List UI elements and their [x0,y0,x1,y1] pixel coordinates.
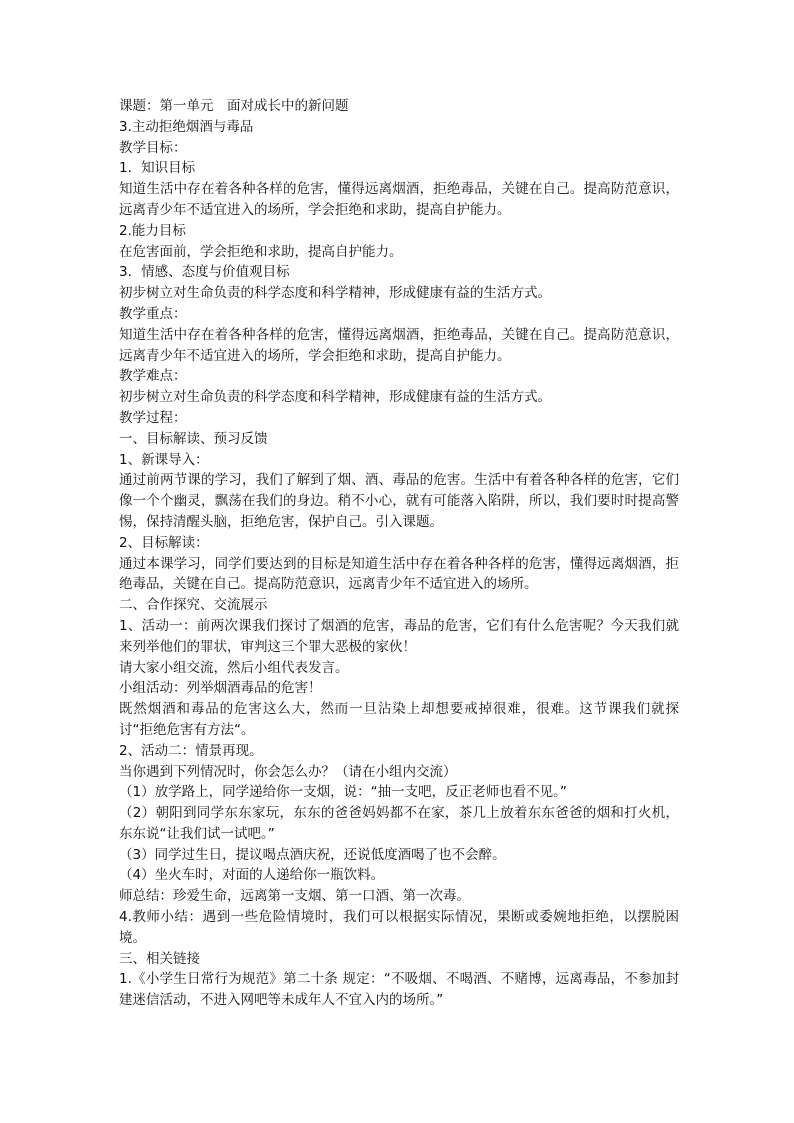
section-1-1-heading: 1、新课导入： [119,451,209,468]
knowledge-goal-text: 知道生活中存在着各种各样的危害，懂得远离烟酒，拒绝毒品，关键在自己。提高防范意识，远离青少年不适宜进入的场所，学会拒绝和求助，提高自护能力。 [119,181,679,218]
activity-2-heading: 2、活动二：情景再现。 [119,742,263,759]
lesson-subtitle: 3.主动拒绝烟酒与毒品 [119,118,254,135]
teacher-summary: 师总结：珍爱生命，远离第一支烟、第一口酒、第一次毒。 [119,888,470,905]
emotion-goal-text: 初步树立对生命负责的科学态度和科学精神，形成健康有益的生活方式。 [119,285,551,302]
heading-teaching-goals: 教学目标： [119,139,187,156]
key-points-text: 知道生活中存在着各种各样的危害，懂得远离烟酒，拒绝毒品，关键在自己。提高防范意识，远离青少年不适宜进入的场所，学会拒绝和求助，提高自护能力。 [119,326,679,364]
heading-teaching-process: 教学过程： [119,409,187,426]
scenario-2: （2）朝阳到同学东东家玩，东东的爸爸妈妈都不在家，茶几上放着东东爸爸的烟和打火机，东东说“让我们试一试吧。” [119,805,679,842]
section-1-heading: 一、目标解读、预习反馈 [119,430,268,447]
section-2-heading: 二、合作探究、交流展示 [119,597,268,614]
heading-difficulties: 教学难点： [119,368,187,385]
teacher-conclusion: 4.教师小结：遇到一些危险情境时，我们可以根据实际情况，果断或委婉地拒绝，以摆脱困境。 [119,909,679,946]
difficulties-text: 初步树立对生命负责的科学态度和科学精神，形成健康有益的生活方式。 [119,389,551,406]
activity-1-instruction: 请大家小组交流，然后小组代表发言。 [119,659,349,676]
heading-knowledge-goal: 1．知识目标 [119,160,196,177]
scenario-3: （3）同学过生日，提议喝点酒庆祝，还说低度酒喝了也不会醉。 [119,846,506,863]
ability-goal-text: 在危害面前，学会拒绝和求助，提高自护能力。 [119,243,403,260]
section-3-heading: 三、相关链接 [119,950,200,967]
section-1-2-heading: 2、目标解读： [119,534,209,551]
heading-emotion-goal: 3．情感、态度与价值观目标 [119,264,290,281]
section-1-2-text: 通过本课学习，同学们要达到的目标是知道生活中存在着各种各样的危害，懂得远离烟酒，拒绝毒品，关键在自己。提高防范意识，远离青少年不适宜进入的场所。 [119,555,679,593]
lesson-title: 课题：第一单元 面对成长中的新问题 [119,98,349,114]
section-1-1-text: 通过前两节课的学习，我们了解到了烟、酒、毒品的危害。生活中有着各种各样的危害，它们像一个个幽灵，飘荡在我们的身边。稍不小心，就有可能落入陷阱，所以，我们要时时提高警惕，保持清醒头脑，拒绝危害，保护自己。引入课题。 [119,472,679,530]
regulation-quote: 1.《小学生日常行为规范》第二十条 规定：“不吸烟、不喝酒、不赌博，远离毒品，不参加封建迷信活动，不进入网吧等未成年人不宜入内的场所。” [119,971,679,1009]
scenario-1: （1）放学路上，同学递给你一支烟，说：“抽一支吧，反正老师也看不见。” [119,784,567,801]
heading-ability-goal: 2.能力目标 [119,222,186,239]
group-activity-text: 小组活动：列举烟酒毒品的危害！ [119,680,322,697]
heading-key-points: 教学重点： [119,305,187,322]
activity-1-text: 1、活动一：前两次课我们探讨了烟酒的危害，毒品的危害，它们有什么危害呢？今天我们就来列举他们的罪状，审判这三个罪大恶极的家伙！ [119,617,679,655]
document-body [119,96,679,1011]
activity-1-conclusion: 既然烟酒和毒品的危害这么大，然而一旦沾染上却想要戒掉很难，很难。这节课我们就探讨“拒绝危害有方法“。 [119,701,679,738]
activity-2-question: 当你遇到下列情况时，你会怎么办？（请在小组内交流） [119,763,457,780]
scenario-4: （4）坐火车时，对面的人递给你一瓶饮料。 [119,867,385,884]
